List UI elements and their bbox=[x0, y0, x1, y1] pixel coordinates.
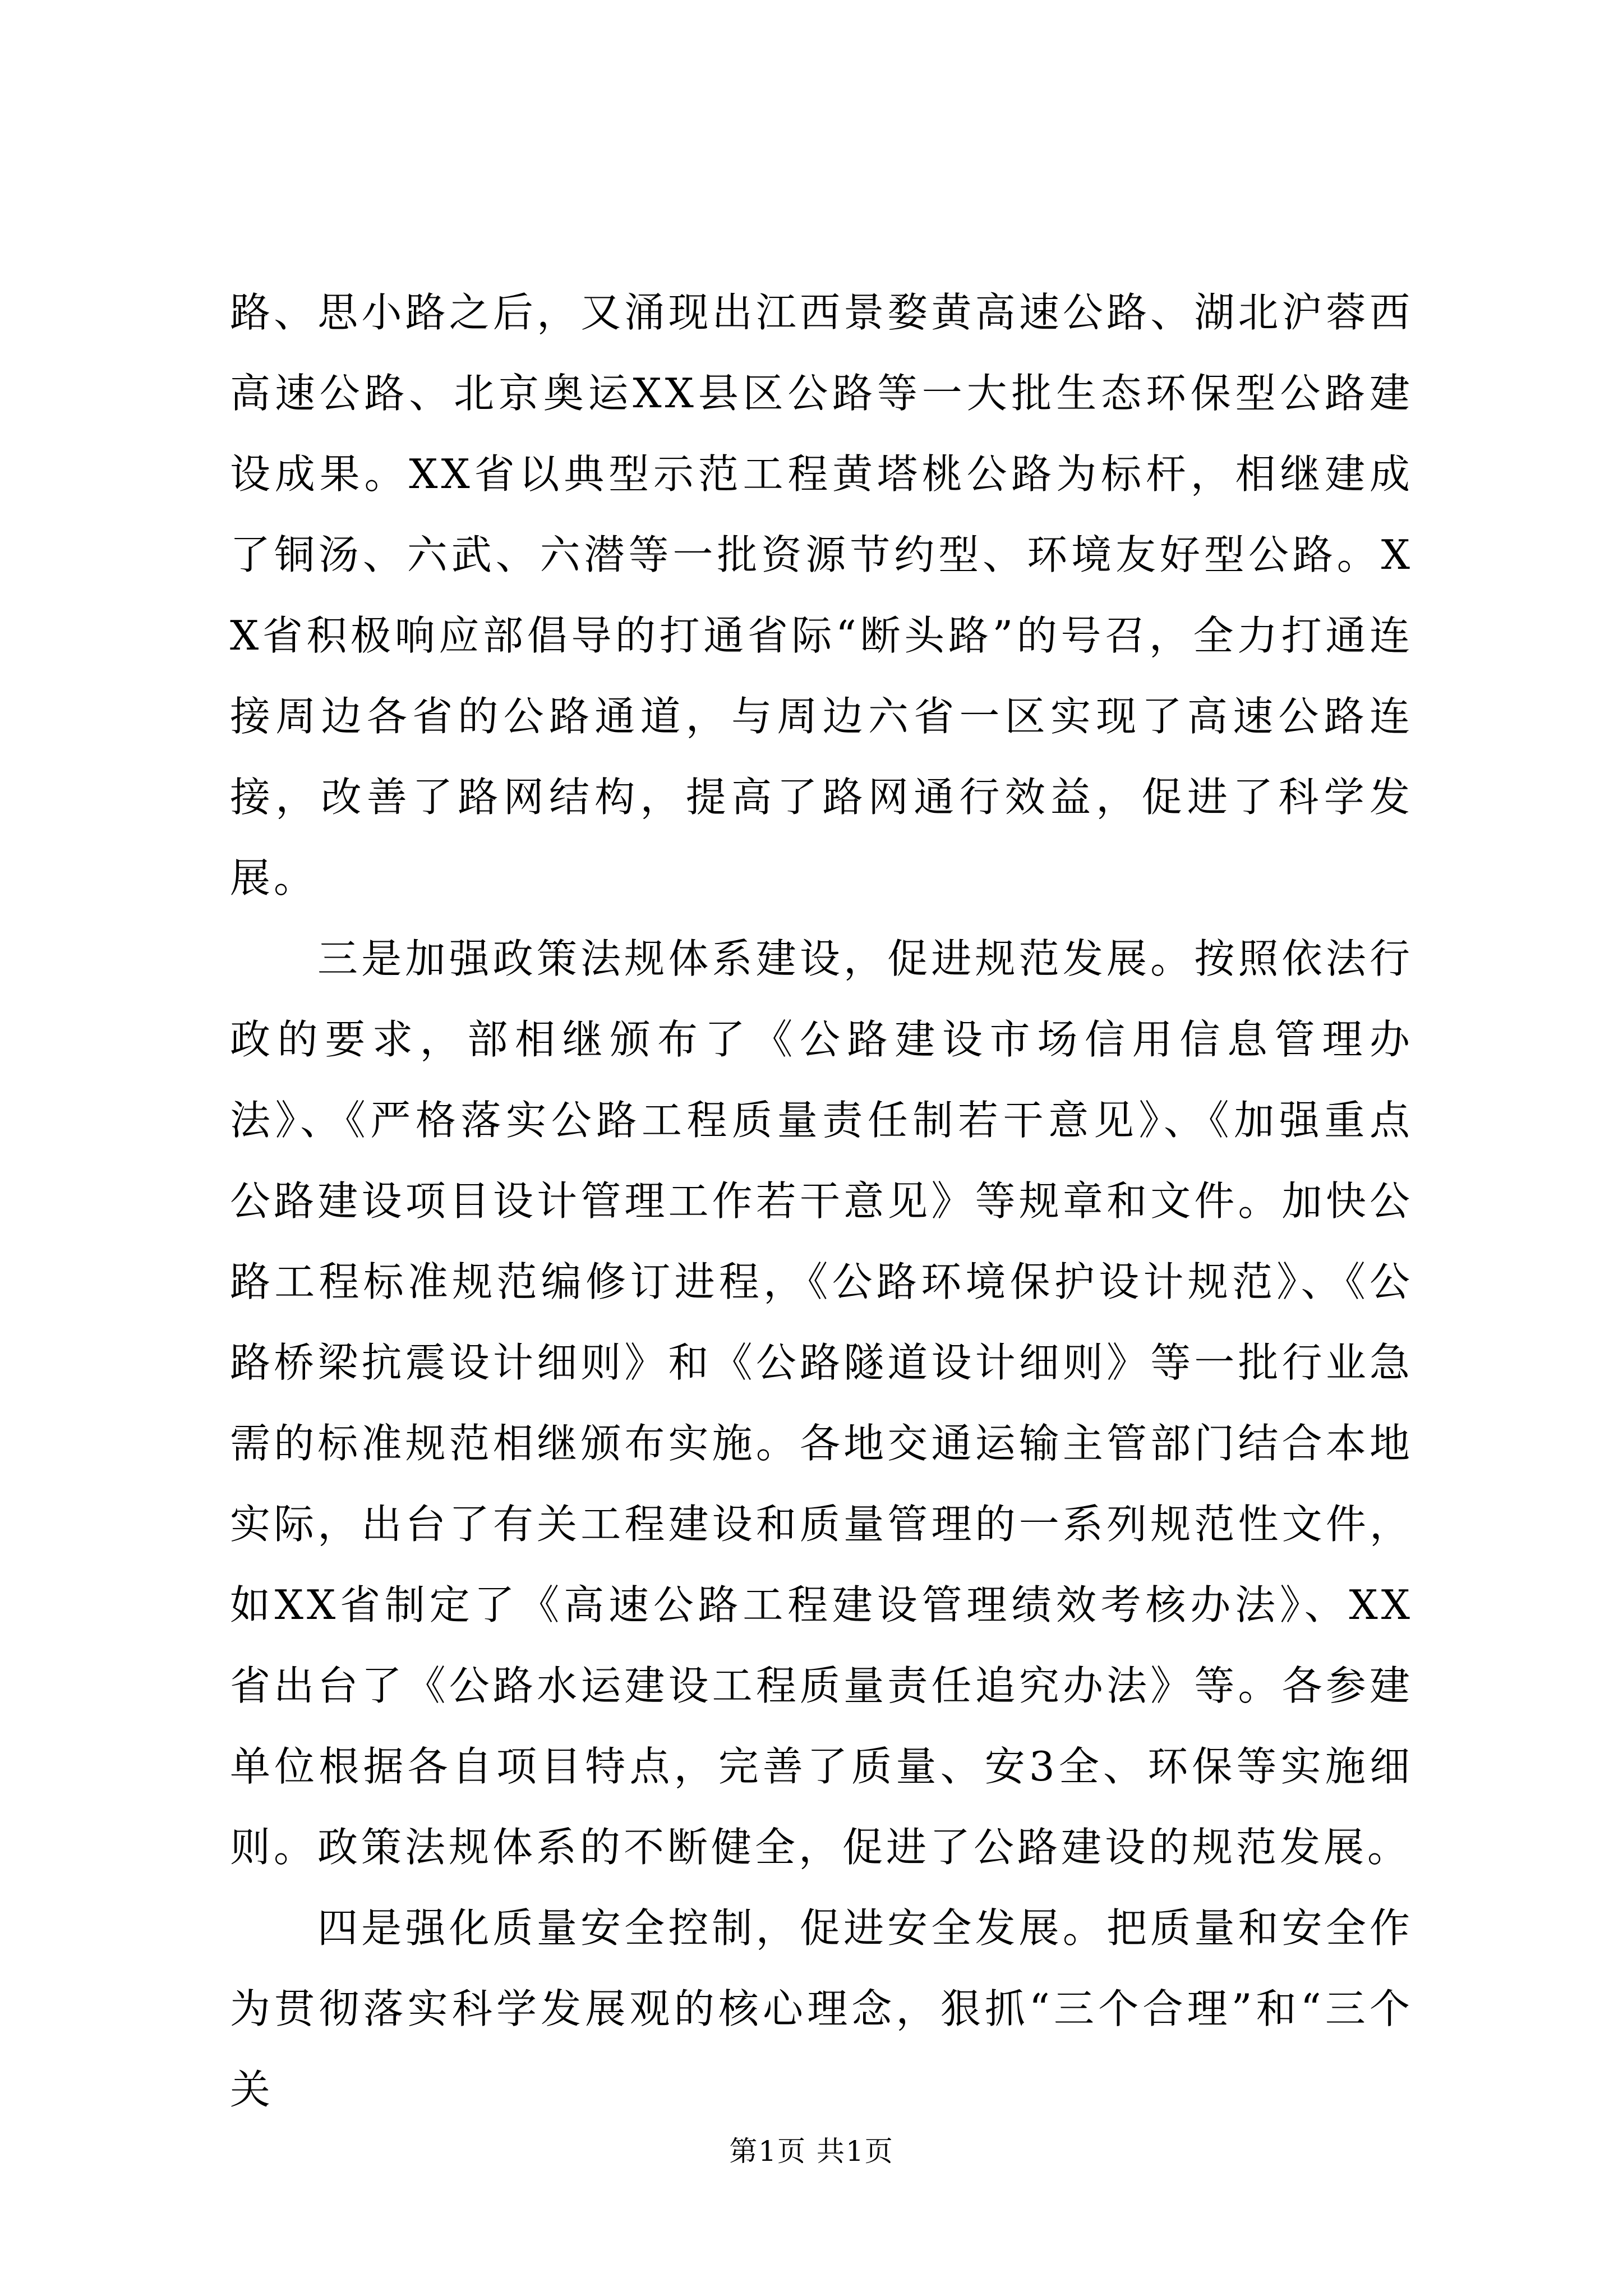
paragraph-3: 四是强化质量安全控制，促进安全发展。把质量和安全作为贯彻落实科学发展观的核心理念，狠抓“三个合理”和“三个关 bbox=[230, 1904, 1413, 2113]
paragraph-2: 三是加强政策法规体系建设，促进规范发展。按照依法行政的要求，部相继颁布了《公路建设市场信用信息管理办法》、《严格落实公路工程质量责任制若干意见》、《加强重点公路建设项目设计管理工作若干意见》等规章和文件。加快公路工程标准规范编修订进程，《公路环境保护设计规范》、《公路桥梁抗震设计细则》和《公路隧道设计细则》等一批行业急需的标准规范相继颁布实施。各地交通运输主管部门结合本地实际，出台了有关工程建设和质量管理的一系列规范性文件，如XX省制定了《高速公路工程建设管理绩效考核办法》、XX省出台了《公路水运建设工程质量责任追究办法》等。各参建单位根据各自项目特点，完善了质量、安3全、环保等实施细则。政策法规体系的不断健全，促进了公路建设的规范发展。 bbox=[230, 935, 1413, 1871]
page-footer: 第1页 共1页 bbox=[729, 2135, 894, 2168]
paragraph-1: 路、思小路之后，又涌现出江西景婺黄高速公路、湖北沪蓉西高速公路、北京奥运XX县区公路等一大批生态环保型公路建设成果。XX省以典型示范工程黄塔桃公路为标杆，相继建成了铜汤、六武、六潜等一批资源节约型、环境友好型公路。XX省积极响应部倡导的打通省际“断头路”的号召，全力打通连接周边各省的公路通道，与周边六省一区实现了高速公路连接，改善了路网结构，提高了路网通行效益，促进了科学发展。 bbox=[230, 289, 1413, 901]
document-body bbox=[230, 272, 1413, 2130]
